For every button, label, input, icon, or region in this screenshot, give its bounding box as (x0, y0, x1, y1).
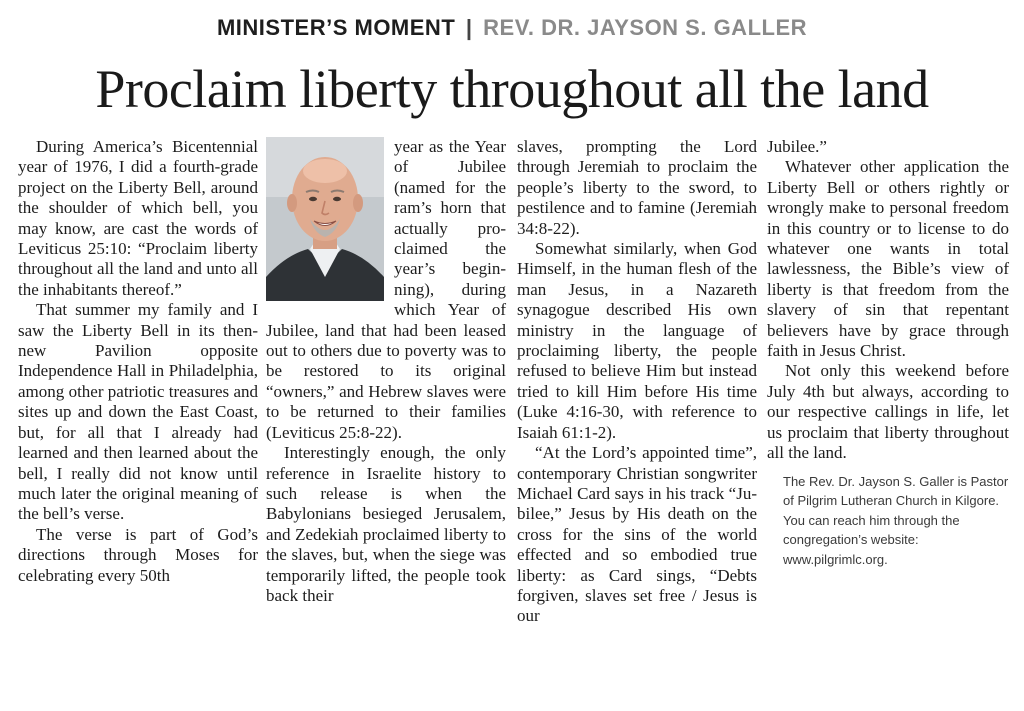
paragraph: Whatever other application the Liberty Bell or others rightly or wrongly make to personal freedom in this country or to license to do whatever one wants in total lawlessness, the Bible’s view of liberty is that freedom from the slavery of sin that repentant believers have by grace through faith in Jesus Christ. (767, 157, 1009, 361)
paragraph: year as the Year of Jubilee (named for the ram’s horn that actually proclaimed the year’s beginning), during which Year of Jubilee, land that had been leased out to others due to poverty was to be restored to its original “owners,” and Hebrew slaves were to be returned to their families (Leviticus 25:8-22). (266, 137, 506, 442)
paragraph: During America’s Bicentennial year of 1976, I did a fourth-grade project on the Liberty Bell, around the shoulder of which bell, you may know, are cast the words of Leviticus 25:10: “Proclaim liberty throughout all the land and unto all the inhabitants thereof.” (18, 137, 258, 299)
article-column-2 (266, 137, 506, 606)
author-byline: REV. DR. JAYSON S. GALLER (483, 15, 808, 40)
paragraph: slaves, prompting the Lord through Jeremiah to proclaim the people’s liberty to the sword, to pestilence and to famine (Jeremiah 34:8-22). (517, 137, 757, 238)
paragraph: The verse is part of God’s directions through Moses for celebrating every 50th (18, 524, 258, 585)
article-column-3 (517, 137, 757, 627)
author-photo (266, 137, 384, 301)
article-column-1 (18, 137, 258, 586)
paragraph: “At the Lord’s appointed time”, contemporary Christian songwriter Michael Card says in his track “Jubilee,” Jesus by His death on the cross for the sins of the world effected and so embodied true liberty: as Card sings, “Debts forgiven, slaves set free / Jesus is our (517, 443, 757, 626)
kicker-separator: | (465, 15, 473, 40)
paragraph: Somewhat similarly, when God Himself, in the human flesh of the man Jesus, in a Nazareth synagogue described His own ministry in the language of proclaiming liberty, the people refused to believe Him but instead tried to kill Him before His time (Luke 4:16-30, with reference to Isaiah 61:1-2). (517, 239, 757, 442)
section-label: MINISTER’S MOMENT (216, 15, 456, 40)
paragraph: Interestingly enough, the only reference in Israelite history to such release is when the Babylonians besieged Jerusalem, and Zedekiah proclaimed liberty to the slaves, but, when the siege was temporarily lifted, the people took back their (266, 443, 506, 605)
author-portrait-image (266, 137, 384, 301)
article-column-4 (767, 137, 1009, 569)
paragraph: Jubilee.” (767, 137, 827, 156)
column-kicker (0, 15, 1024, 41)
paragraph: That summer my family and I saw the Liberty Bell in its then-new Pavilion opposite Independence Hall in Philadelphia, among other patriotic treasures and sites up and down the East Coast, but, for all that I already had learned and then learned about the bell, I really did not know until much later the original meaning of the bell’s verse. (18, 300, 258, 524)
paragraph: Not only this weekend before July 4th but always, according to our respective callings in life, let us proclaim that liberty throughout all the land. (767, 361, 1009, 463)
article-headline: Proclaim liberty throughout all the land (95, 59, 929, 119)
author-bio: The Rev. Dr. Jayson S. Galler is Pastor of Pilgrim Lutheran Church in Kilgore. You can reach him through the congregation’s website: www.pilgrimlc.org. (783, 473, 1009, 567)
